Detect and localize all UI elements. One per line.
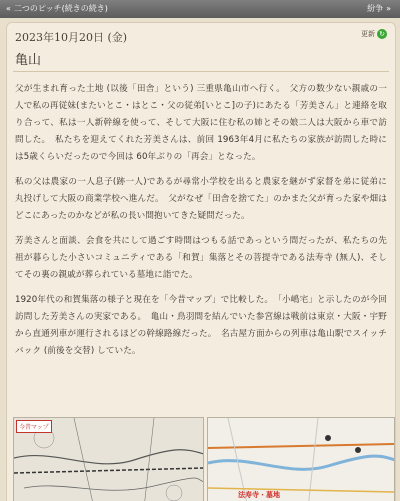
post-title[interactable]: 亀山 [15,53,42,68]
update-label[interactable]: 更新 [361,30,375,38]
previous-post-link[interactable] [6,0,108,18]
previous-post-label[interactable]: 二つのピッチ(続きの続き) [13,4,108,13]
title-divider [13,71,389,72]
body-paragraph: 父が生まれ育った土地 (以後「田舎」という) 三重県亀山市へ行く。 父方の数少ない親戚の一人で私の再従妹(またいとこ・はとこ・父の従弟[いとこ]の子)にあたる「芳美さん」と連絡を取り合って、私は一人新幹線を使って、そして大阪に住む私の姉とその娘二人は大阪から車で訪問した。 私たちを迎えてくれた芳美さんは、前回 1963年4月に私たちの家族が訪問した時には5歳くらいだったので今回は 60年ぶりの「再会」となった。 [15,84,387,162]
old-map-image[interactable] [13,417,204,501]
body-paragraph: 1920年代の和賀集落の様子と現在を「今昔マップ」で比較した。 「小嶋宅」と示したのが今回訪問した芳美さんの実家である。 亀山・鳥羽間を結んでいた参宮線は戦前は東京・大阪・宇野から直通列車が運行されるほどの幹線路線だった。 名古屋方面からの列車は亀山駅でスイッチバック (前後を交替) していた。 [15,295,387,356]
current-map-image[interactable] [207,417,395,501]
body-paragraph: 芳美さんと面談、会食を共にして過ごす時間はつもる話であっという間だったが、私たちの先祖が暮らした小さいコミュニティである「和賀」集落とその菩提寺である法寿寺 (無人)、そしてその裏の親戚が葬られている墓地に詣でた。 [15,236,387,280]
current-map-drawing [208,418,395,501]
double-right-arrow-icon: » [386,4,391,13]
next-post-label[interactable]: 紛争 [367,4,384,13]
update-button[interactable] [361,29,387,39]
post-date: 2023年10月20日 (金) [15,31,128,44]
body-paragraph: 私の父は農家の一人息子(跡一人)であるが尋常小学校を出ると農家を継がず家督を弟に従弟に丸投げして大阪の商業学校へ進んだ。 父がなぜ「田舎を捨てた」のかまた父が育った家や畑はどこにあったのかなどが私の長い間抱いてきた疑問だった。 [15,177,387,221]
double-left-arrow-icon: « [6,4,11,13]
map-source-logo: 今昔マップ [16,420,52,433]
map-comparison-image[interactable] [13,417,395,501]
post-body [15,81,387,368]
post-card [6,22,396,501]
next-post-link[interactable] [367,0,394,18]
temple-location-label: 法寿寺・墓地 [237,491,280,499]
top-navigation-bar [0,0,400,18]
refresh-icon[interactable]: ↻ [377,29,387,39]
